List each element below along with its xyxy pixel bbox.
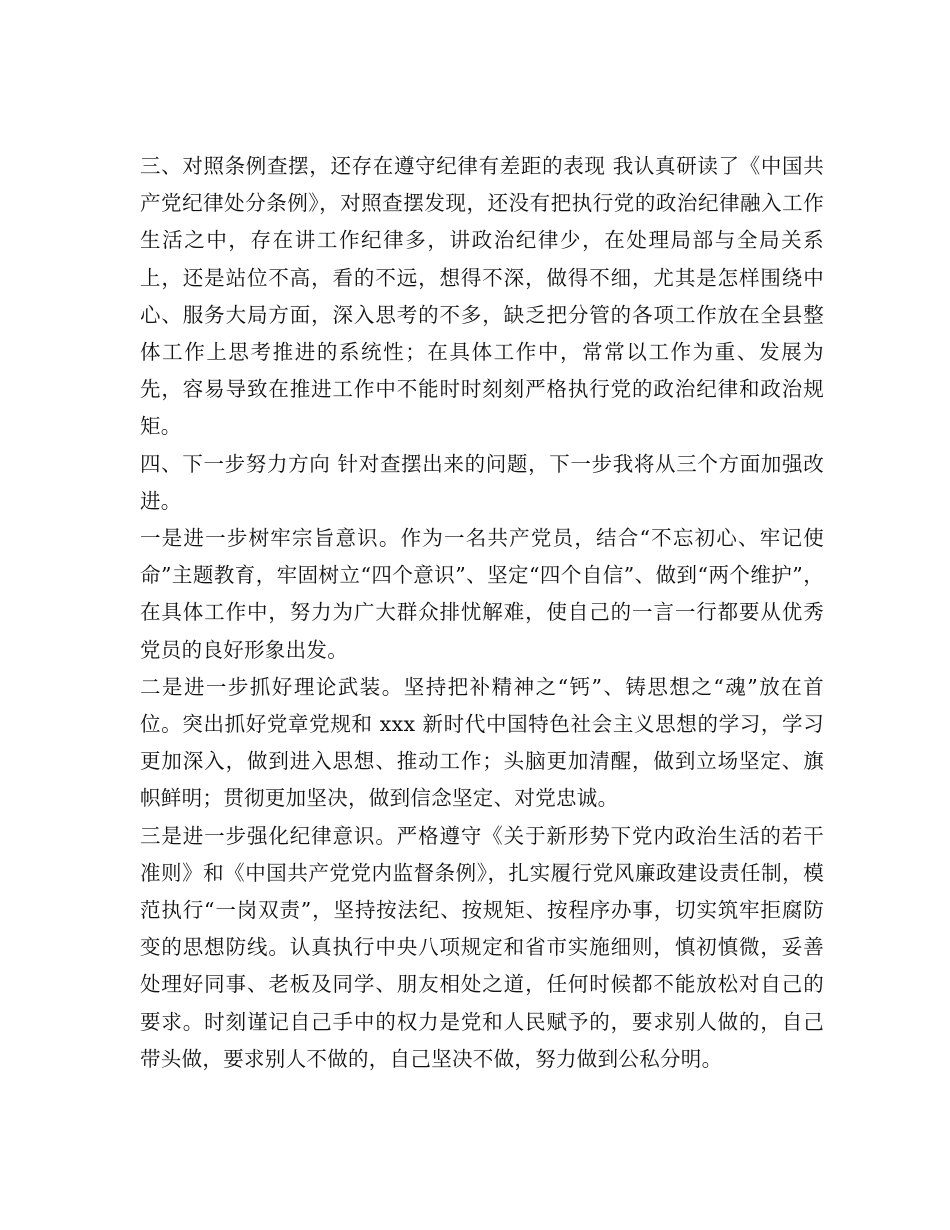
document-body [140, 148, 824, 1078]
paragraph-section-three-review: 三、对照条例查摆，还存在遵守纪律有差距的表现 我认真研读了《中国共产党纪律处分条例》，对照查摆发现，还没有把执行党的政治纪律融入工作生活之中，存在讲工作纪律多，讲政治纪律少，在处理局部与全局关系上，还是站位不高，看的不远，想得不深，做得不细，尤其是怎样围绕中心、服务大局方面，深入思考的不多，缺乏把分管的各项工作放在全县整体工作上思考推进的系统性；在具体工作中，常常以工作为重、发展为先，容易导致在推进工作中不能时时刻刻严格执行党的政治纪律和政治规矩。 [140, 154, 824, 439]
paragraph-theory-study: 二是进一步抓好理论武装。坚持把补精神之“钙”、铸思想之“魂”放在首位。突出抓好党章党规和 xxx 新时代中国特色社会主义思想的学习，学习更加深入，做到进入思想、推动工作；头脑更加清醒，做到立场坚定、旗帜鲜明；贯彻更加坚决，做到信念坚定、对党忠诚。 [140, 674, 824, 811]
paragraph-discipline-awareness: 三是进一步强化纪律意识。严格遵守《关于新形势下党内政治生活的若干准则》和《中国共产党党内监督条例》，扎实履行党风廉政建设责任制，模范执行“一岗双责”，坚持按法纪、按规矩、按程序办事，切实筑牢拒腐防变的思想防线。认真执行中央八项规定和省市实施细则，慎初慎微，妥善处理好同事、老板及同学、朋友相处之道，任何时候都不能放松对自己的要求。时刻谨记自己手中的权力是党和人民赋予的，要求别人做的，自己带头做，要求别人不做的，自己坚决不做，努力做到公私分明。 [140, 823, 824, 1071]
paragraph-section-four-direction: 四、下一步努力方向 针对查摆出来的问题，下一步我将从三个方面加强改进。 [140, 451, 824, 513]
paragraph-purpose-awareness: 一是进一步树牢宗旨意识。作为一名共产党员，结合“不忘初心、牢记使命”主题教育，牢固树立“四个意识”、坚定“四个自信”、做到“两个维护”，在具体工作中，努力为广大群众排忧解难，使自己的一言一行都要从优秀党员的良好形象出发。 [140, 526, 824, 662]
